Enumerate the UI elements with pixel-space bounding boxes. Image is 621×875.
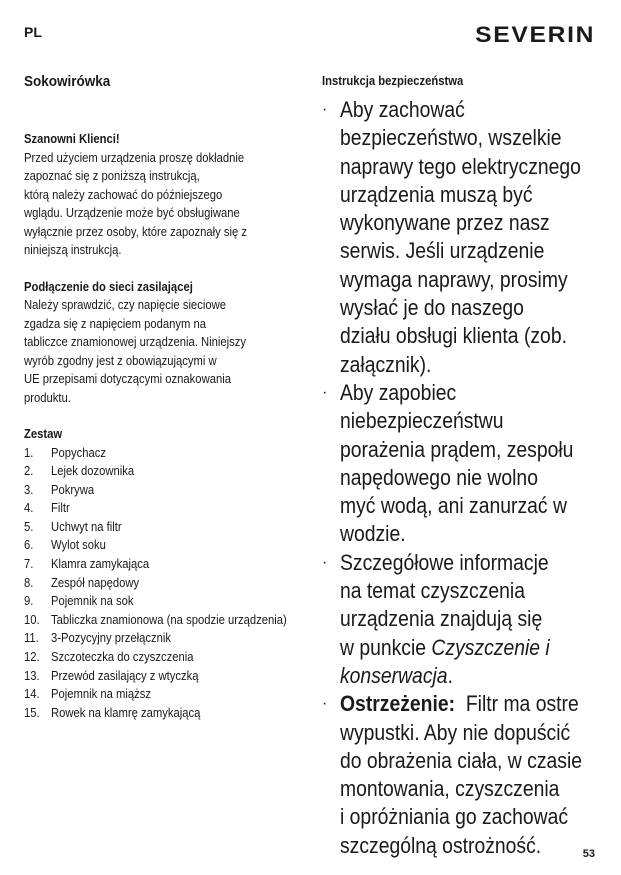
bullet-icon: · — [322, 383, 328, 401]
list-item: 3. Pokrywa — [24, 482, 95, 497]
bullet-icon: · — [322, 101, 328, 118]
intro-line: wglądu. Urządzenie może być obsługiwane — [24, 206, 240, 220]
list-item: 15. Rowek na klamrę zamykającą — [24, 705, 201, 720]
page-title: Sokowirówka — [24, 73, 111, 90]
safety-list — [322, 96, 612, 860]
bullet-icon: · — [322, 695, 328, 713]
connection-heading: Podłączenie do sieci zasilającej — [24, 279, 193, 294]
connection-line: wyrób zgodny jest z obowiązującymi w — [24, 353, 217, 368]
connection-line: produktu. — [24, 390, 71, 405]
intro-line: którą należy zachować do późniejszego — [24, 187, 223, 202]
intro-line: wyłącznie przez osoby, które zapoznały się z — [24, 224, 248, 239]
list-item: 10. Tabliczka znamionowa (na spodzie urządzenia) — [24, 612, 287, 627]
intro-line: niniejszą instrukcją. — [24, 243, 122, 257]
parts-list — [24, 444, 299, 723]
page-number: 53 — [582, 848, 595, 860]
parts-heading: Zestaw — [24, 427, 63, 441]
language-code: PL — [24, 24, 42, 40]
list-item: · Ostrzeżenie: Filtr ma ostre wypustki. Aby nie dopuścić do obrażenia ciała, w czasie montowania, czyszczenia i opróżniania go zachować szczególną ostrożność. — [322, 691, 583, 858]
connection-text — [24, 296, 299, 407]
list-item: 6. Wylot soku — [24, 538, 106, 553]
left-column — [24, 130, 299, 722]
list-item: 13. Przewód zasilający z wtyczką — [24, 668, 199, 683]
connection-line: zgadza się z napięciem podanym na — [24, 316, 206, 331]
list-item: 4. Filtr — [24, 501, 70, 516]
list-item: 1. Popychacz — [24, 445, 107, 460]
safety-heading: Instrukcja bezpieczeństwa — [322, 74, 464, 88]
connection-line: Należy sprawdzić, czy napięcie sieciowe — [24, 298, 226, 312]
list-item: 9. Pojemnik na sok — [24, 594, 134, 609]
list-item: · Aby zapobiec niebezpieczeństwu porażenia prądem, zespołu napędowego nie wolno myć wodą, ani zanurzać w wodzie. — [322, 379, 574, 547]
intro-heading: Szanowni Klienci! — [24, 132, 120, 146]
connection-line: UE przepisami dotyczącymi oznakowania — [24, 372, 231, 386]
list-item: 12. Szczoteczka do czyszczenia — [24, 650, 194, 665]
list-item: · Szczegółowe informacje na temat czyszczenia urządzenia znajdują się w punkcie Czyszczenie i konserwacja. — [322, 549, 550, 688]
list-item: 2. Lejek dozownika — [24, 464, 135, 479]
intro-line: Przed użyciem urządzenia proszę dokładnie — [24, 150, 245, 165]
connection-line: tabliczce znamionowej urządzenia. Niniejszy — [24, 335, 246, 349]
intro-text — [24, 149, 299, 260]
warning-label: Ostrzeżenie: — [340, 691, 456, 717]
list-item: 5. Uchwyt na filtr — [24, 519, 122, 534]
list-item: 11. 3-Pozycyjny przełącznik — [24, 631, 172, 646]
list-item: 14. Pojemnik na miąższ — [24, 687, 152, 702]
bullet-icon: · — [322, 553, 328, 571]
right-column — [322, 74, 612, 860]
brand-logo: SEVERIN — [475, 22, 595, 47]
intro-line: zapoznać się z poniższą instrukcją, — [24, 169, 200, 183]
list-item: · Aby zachować bezpieczeństwo, wszelkie naprawy tego elektrycznego urządzenia muszą być wykonywane przez nasz serwis. Jeśli urządzenie wymaga naprawy, prosimy wysłać je do naszego działu obsługi klienta (zob. załącznik). — [322, 97, 581, 377]
list-item: 7. Klamra zamykająca — [24, 557, 150, 572]
list-item: 8. Zespół napędowy — [24, 575, 140, 590]
